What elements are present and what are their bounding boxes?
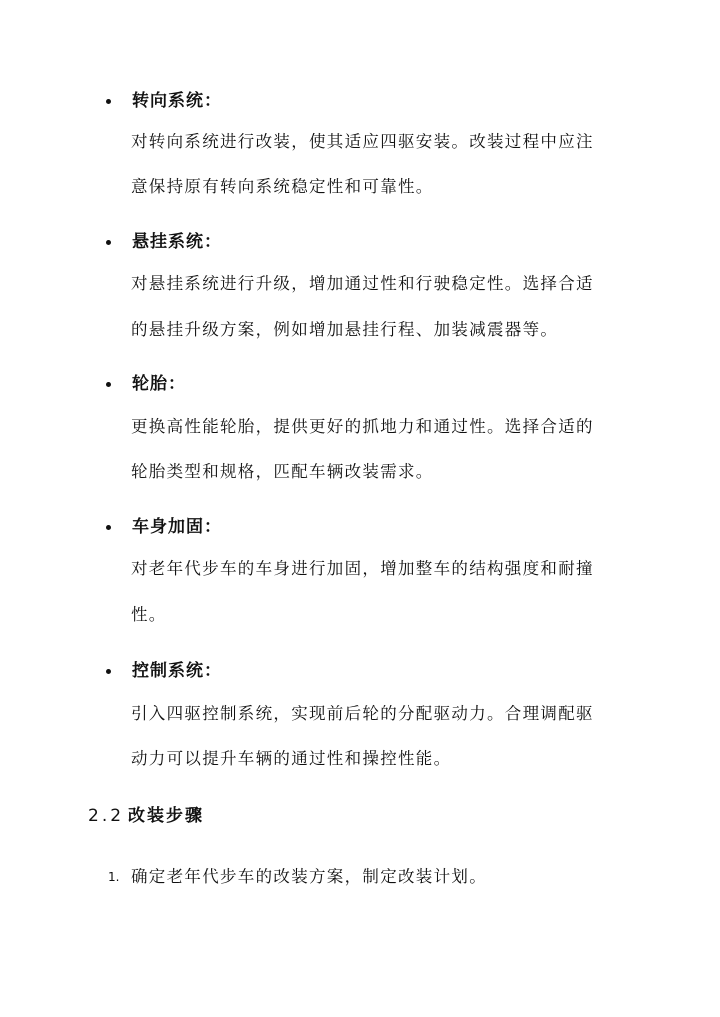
bullet-icon	[106, 99, 111, 104]
bullet-item-tires	[106, 372, 186, 396]
section-number: 2.2	[88, 806, 125, 826]
bullet-title: 转向系统：	[132, 91, 222, 111]
paragraph-line: 性。	[131, 605, 167, 624]
list-item-text: 确定老年代步车的改装方案，制定改装计划。	[131, 867, 487, 886]
bullet-title: 悬挂系统：	[132, 232, 222, 252]
bullet-item-steering	[106, 89, 222, 113]
list-item-number: 1.	[108, 870, 120, 884]
paragraph-line: 动力可以提升车辆的通过性和操控性能。	[131, 749, 452, 768]
bullet-icon	[106, 382, 111, 387]
paragraph-line: 对老年代步车的车身进行加固，增加整车的结构强度和耐撞	[131, 559, 594, 578]
paragraph-line: 的悬挂升级方案，例如增加悬挂行程、加装减震器等。	[131, 320, 559, 339]
paragraph-line: 引入四驱控制系统，实现前后轮的分配驱动力。合理调配驱	[131, 704, 594, 723]
bullet-item-suspension	[106, 230, 222, 254]
bullet-title: 轮胎：	[132, 374, 186, 394]
section-heading	[88, 804, 204, 828]
list-item	[108, 865, 487, 889]
paragraph-line: 对转向系统进行改装，使其适应四驱安装。改装过程中应注	[131, 132, 594, 151]
bullet-icon	[106, 525, 111, 530]
paragraph-line: 轮胎类型和规格，匹配车辆改装需求。	[131, 462, 434, 481]
paragraph-line: 意保持原有转向系统稳定性和可靠性。	[131, 177, 434, 196]
bullet-title: 车身加固：	[132, 517, 222, 537]
paragraph-line: 更换高性能轮胎，提供更好的抓地力和通过性。选择合适的	[131, 417, 594, 436]
bullet-title: 控制系统：	[132, 661, 222, 681]
section-title: 改装步骤	[128, 806, 204, 826]
bullet-item-control-system	[106, 659, 222, 683]
bullet-icon	[106, 240, 111, 245]
bullet-icon	[106, 669, 111, 674]
bullet-item-body-reinforcement	[106, 515, 222, 539]
paragraph-line: 对悬挂系统进行升级，增加通过性和行驶稳定性。选择合适	[131, 274, 594, 293]
